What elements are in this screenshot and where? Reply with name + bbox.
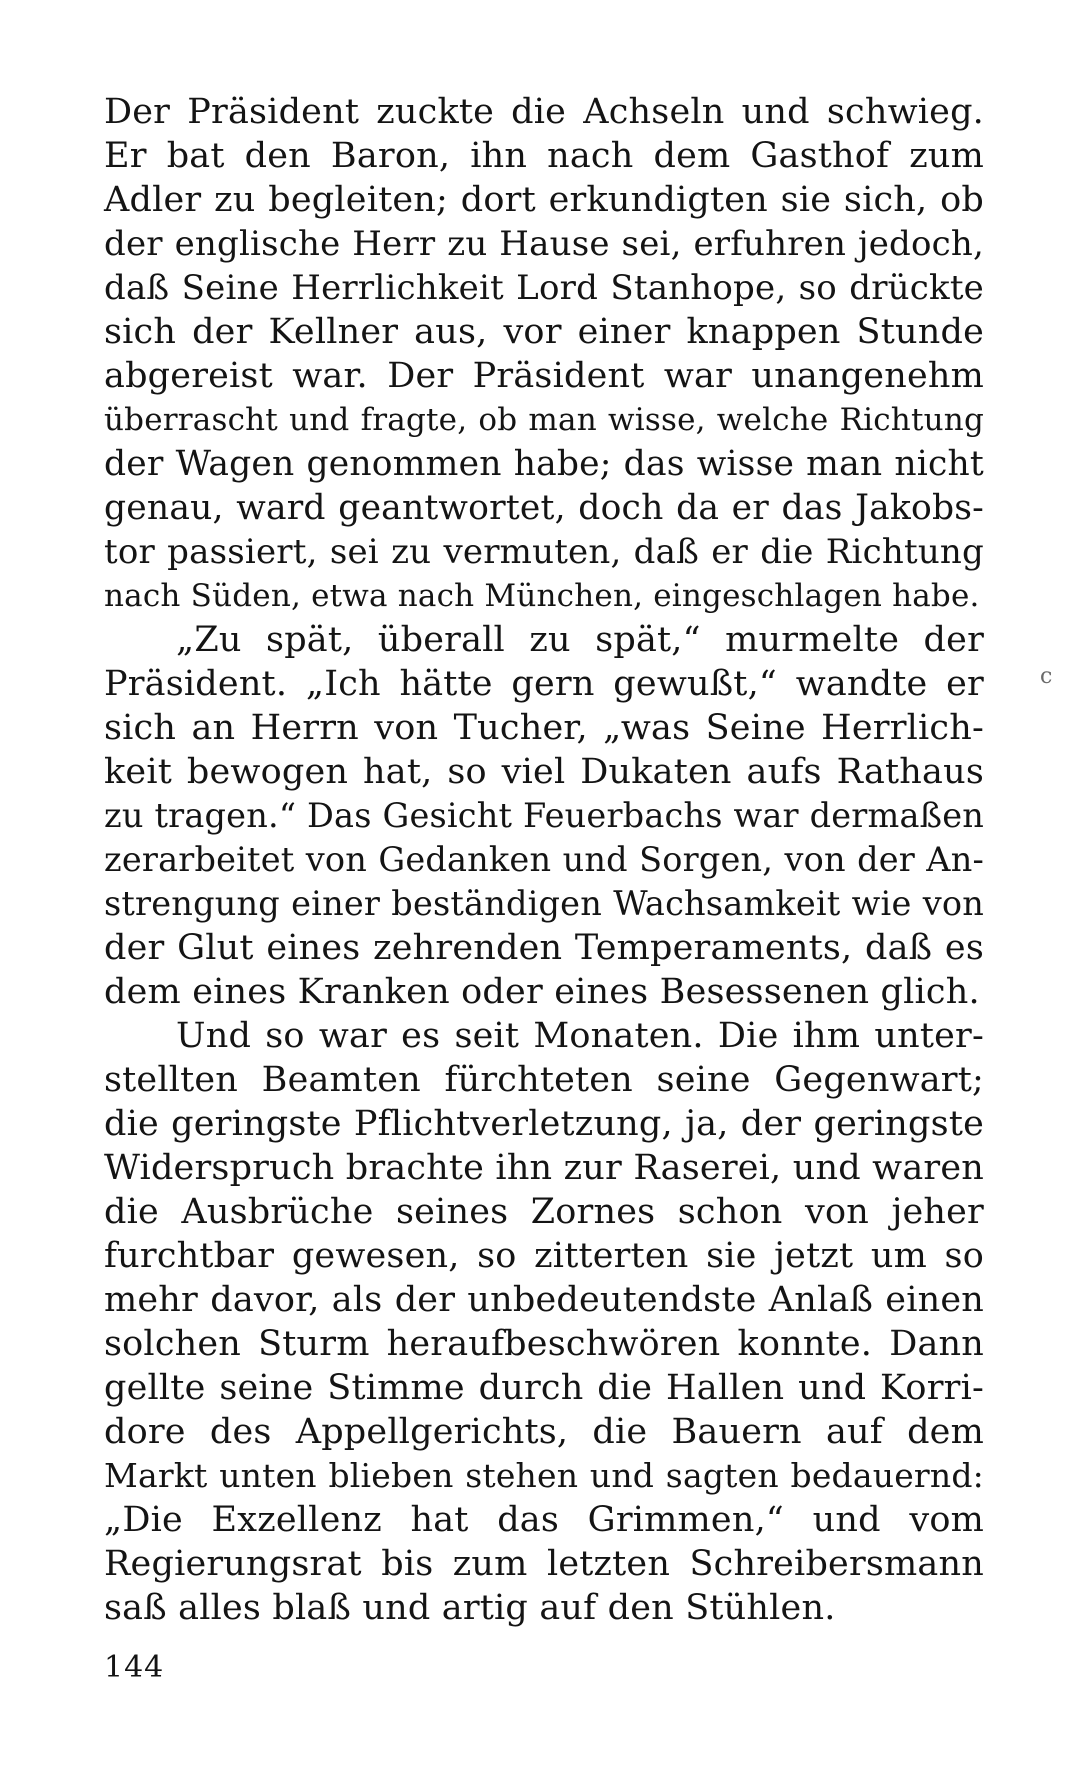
text-line: Markt unten blieben stehen und sagten bedauernd: [104,1456,984,1495]
text-line: Er bat den Baron, ihn nach dem Gasthof zum [104,136,984,176]
text-line: die Ausbrüche seines Zornes schon von jeher [104,1192,984,1232]
text-line: die geringste Pflichtverletzung, ja, der geringste [104,1104,984,1144]
paragraph [104,618,984,1014]
text-line: solchen Sturm heraufbeschwören konnte. Dann [104,1324,984,1364]
text-line: keit bewogen hat, so viel Dukaten aufs Rathaus [104,752,984,792]
text-line: „Zu spät, überall zu spät,“ murmelte der [176,620,984,660]
text-line: Der Präsident zuckte die Achseln und schwieg. [104,92,984,132]
text-line: daß Seine Herrlichkeit Lord Stanhope, so drückte [104,268,984,308]
text-line: tor passiert, sei zu vermuten, daß er die Richtung [104,532,984,572]
text-line: Regierungsrat bis zum letzten Schreibersmann [104,1544,984,1584]
text-line: Und so war es seit Monaten. Die ihm unter- [176,1016,984,1056]
text-line: dem eines Kranken oder eines Besessenen glich. [104,972,980,1012]
text-line: furchtbar gewesen, so zitterten sie jetzt um so [104,1236,984,1276]
text-line: nach Süden, etwa nach München, eingeschlagen habe. [104,578,980,614]
text-line: Präsident. „Ich hätte gern gewußt,“ wandte er [104,664,984,704]
margin-pencil-mark: c [1040,664,1053,689]
text-line: dore des Appellgerichts, die Bauern auf dem [104,1412,984,1452]
text-line: mehr davor, als der unbedeutendste Anlaß einen [104,1280,984,1320]
text-line: Widerspruch brachte ihn zur Raserei, und waren [104,1148,984,1188]
text-line: sich der Kellner aus, vor einer knappen Stunde [104,312,984,352]
body-text [104,90,984,1630]
paragraph [104,1014,984,1630]
page-number: 144 [104,1650,165,1685]
text-line: zu tragen.“ Das Gesicht Feuerbachs war dermaßen [104,796,984,835]
paragraph [104,90,984,618]
text-line: der Glut eines zehrenden Temperaments, daß es [104,928,984,968]
text-line: Adler zu begleiten; dort erkundigten sie sich, ob [104,180,984,220]
text-line: strengung einer beständigen Wachsamkeit wie von [104,884,984,923]
text-line: zerarbeitet von Gedanken und Sorgen, von der An- [104,840,984,879]
text-line: saß alles blaß und artig auf den Stühlen. [104,1588,836,1628]
text-line: der Wagen genommen habe; das wisse man nicht [104,444,984,484]
text-line: stellten Beamten fürchteten seine Gegenwart; [104,1060,984,1100]
text-line: gellte seine Stimme durch die Hallen und Korri- [104,1368,984,1408]
text-line: sich an Herrn von Tucher, „was Seine Herrlich- [104,708,984,748]
text-line: „Die Exzellenz hat das Grimmen,“ und vom [104,1500,984,1540]
text-line: der englische Herr zu Hause sei, erfuhren jedoch, [104,224,984,264]
text-line: abgereist war. Der Präsident war unangenehm [104,356,984,396]
text-line: genau, ward geantwortet, doch da er das Jakobs- [104,488,984,528]
text-line: überrascht und fragte, ob man wisse, welche Richtung [104,402,984,438]
